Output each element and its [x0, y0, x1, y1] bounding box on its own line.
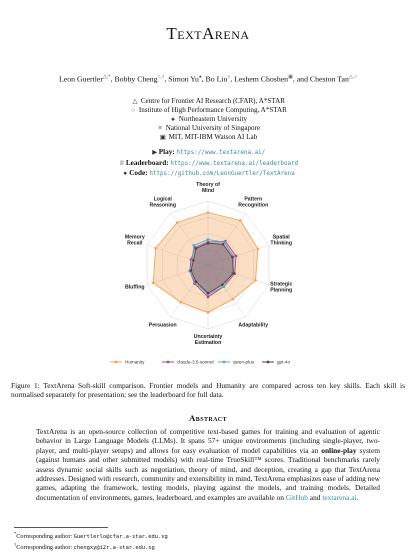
affiliation-text: Northeastern University [178, 115, 248, 124]
mit-ibm-icon: ▣ [159, 134, 166, 142]
legend-label: gpt-4o [277, 359, 291, 365]
ihpc-circle-icon: ○ [131, 107, 136, 115]
footnotes [14, 530, 394, 553]
axis-label-line: Thinking [270, 240, 293, 247]
author-affiliation-marks: △,○ [348, 75, 357, 80]
github-link[interactable]: GitHub [285, 492, 308, 502]
legend-label: qwen-plus [233, 359, 254, 365]
textarena-link[interactable]: textarena.ai [322, 492, 357, 502]
axis-label-line: Recognition [238, 202, 269, 209]
abstract-text-3: and [307, 492, 323, 502]
data-point [223, 241, 226, 244]
axis-label [149, 322, 177, 328]
radar-chart [100, 178, 316, 372]
data-point [239, 219, 242, 222]
affiliation-row [0, 106, 416, 115]
abstract-text-4: . [356, 492, 359, 502]
axis-label-line: Spatial [272, 234, 290, 241]
link-label: Leaderboard: [125, 158, 169, 167]
data-point [232, 298, 235, 301]
footnote-email[interactable]: chengxy@i2r.a-star.edu.sg [73, 545, 155, 552]
axis-label [270, 235, 292, 247]
affiliation-row [0, 133, 416, 142]
author-affiliation-marks: ○,† [157, 75, 165, 80]
play-icon: ▶ [152, 149, 158, 156]
data-point [222, 285, 225, 288]
axis-label [238, 197, 268, 209]
data-point [257, 247, 260, 250]
axis-label-line: Pattern [244, 196, 263, 203]
legend-label: Humanity [125, 359, 145, 365]
abstract-body [36, 427, 380, 502]
figure-caption: Figure 1: TextArena Soft-skill comparison. Frontier models and Humanity are compared across ten key skills. Each skill is normalised separately for presentation; see the leaderboard for full data. [11, 381, 405, 400]
data-point [207, 296, 210, 299]
legend-label: claude-3.5-sonnet [177, 359, 214, 365]
axis-label-line: Persuasion [148, 322, 177, 329]
affiliation-row [0, 115, 416, 124]
affiliation-text: Institute of High Performance Computing, A*STAR [138, 106, 287, 115]
author-affiliation-marks: ♠ [198, 75, 202, 80]
abstract-heading: Abstract [189, 413, 227, 423]
axis-label-line: Memory [124, 234, 145, 241]
github-icon: ● [123, 170, 128, 178]
axis-label-line: Planning [270, 287, 293, 294]
data-point [207, 242, 210, 245]
author-name: Bo Liu [205, 74, 228, 84]
author-name: Bobby Cheng [114, 74, 158, 84]
axis-label-line: Strategic [270, 281, 293, 288]
affiliation-text: Centre for Frontier AI Research (CFAR), A*STAR [140, 97, 285, 105]
data-point [222, 243, 225, 246]
data-point [207, 211, 210, 214]
data-point [154, 247, 157, 250]
data-point [235, 255, 238, 258]
legend-swatch-marker [267, 361, 270, 364]
data-point [254, 279, 257, 282]
legend-swatch-marker [115, 361, 118, 364]
affiliation-row [0, 124, 416, 133]
footnote-row [14, 530, 394, 541]
data-point [176, 221, 179, 224]
data-point [192, 244, 195, 247]
axis-label-line: Theory of [196, 182, 220, 188]
author-separator: , [110, 74, 115, 84]
affiliation-row [0, 97, 416, 106]
axis-label [125, 235, 145, 247]
footnote-row [14, 541, 394, 552]
data-point [195, 280, 198, 283]
northeastern-icon: ♠ [171, 116, 175, 124]
data-point [192, 259, 195, 262]
author-separator: , and [292, 74, 310, 84]
trophy-icon: ♕ [118, 159, 125, 167]
data-point [190, 269, 193, 272]
footnote-email[interactable]: Guertlerlo@cfar.a-star.edu.sg [73, 534, 168, 541]
link-label: Code: [129, 169, 148, 178]
link-url[interactable]: https://www.textarena.ai/leaderboard [170, 160, 299, 167]
link-url[interactable]: https://github.com/LeonGuertler/TextArena [149, 171, 295, 178]
abstract-text-2: system (against humans and other submitted models) with real-time TrueSkill™ scores. Traditional benchmarks rarely assess dynamic social skills such as negotiation, theory of mind, and deception, creating a gap that TextArena addresses. Designed with research, community and extensibility in mind, TextArena emphasizes ease of adding new games, adapting the framework, testing models, playing against the models, and training models. Detailed documentation of environments, games, leaderboard, and examples are available on [36, 445, 380, 502]
data-point [207, 238, 210, 241]
radar-chart-svg [100, 178, 316, 372]
axis-label-line: Estimation [194, 340, 222, 346]
data-point [207, 311, 210, 314]
paper-title: TextArena [166, 24, 250, 43]
axis-label-line: Adaptability [238, 322, 269, 329]
axis-label-line: Bluffing [124, 284, 145, 291]
axis-label-line: Mind [201, 188, 215, 194]
axis-label [149, 197, 176, 209]
author-name: Leon Guertler [59, 74, 103, 84]
link-row [0, 159, 416, 170]
author-separator: , [164, 74, 169, 84]
author-separator: , [201, 74, 206, 84]
author-affiliation-marks: ≡ [227, 75, 231, 80]
axis-label [270, 281, 292, 293]
data-point [231, 256, 234, 259]
footnote-mark: † [14, 542, 17, 548]
link-url[interactable]: https://www.textarena.ai/ [176, 150, 266, 156]
project-links [0, 148, 416, 180]
footnote-divider [14, 527, 108, 528]
nus-icon: ≡ [158, 125, 162, 133]
axis-label [196, 182, 220, 194]
data-point [221, 283, 224, 286]
cfar-triangle-icon: △ [132, 98, 138, 105]
data-point [180, 301, 183, 304]
data-point [195, 247, 198, 250]
axis-label-line: Reasoning [149, 202, 177, 209]
author-name: Leshem Choshen [234, 74, 289, 84]
affiliation-text: National University of Singapore [165, 124, 261, 133]
data-point [152, 281, 155, 284]
axis-label-line: Uncertainty [193, 334, 223, 340]
axis-label [125, 284, 145, 290]
footnote-label: Corresponding author: [16, 544, 74, 552]
author-separator: , [230, 74, 235, 84]
footnote-mark: * [14, 531, 17, 536]
abstract-text-1: TextArena is an open-source collection of competitive text-based games for training and evaluation of agentic behavior in Large Language Models (LLMs). It spans 57+ unique environments (including single-player, two-player, and multi-player setups) and allows for easy evaluation of model capabilities via an [36, 427, 380, 455]
link-label: Play: [158, 148, 175, 156]
author-name: Simon Yu [168, 74, 199, 84]
author-name: Cheston Tan [309, 74, 349, 84]
data-point [232, 272, 235, 275]
data-point [207, 292, 210, 295]
legend-swatch-marker [167, 361, 170, 364]
affiliation-list [0, 97, 416, 142]
legend-swatch-marker [223, 361, 226, 364]
author-affiliation-marks: ▣ [288, 75, 293, 80]
axis-label [194, 334, 223, 346]
affiliation-text: MIT, MIT-IBM Watson AI Lab [168, 133, 258, 142]
abstract-bold-online-play: online-play [321, 445, 357, 455]
author-affiliation-marks: △,* [102, 75, 111, 80]
axis-label-line: Recall [127, 240, 143, 247]
link-row [0, 148, 416, 159]
footnote-label: Corresponding author: [16, 533, 74, 541]
axis-label [238, 322, 268, 328]
author-list [14, 73, 402, 85]
axis-label-line: Logical [153, 196, 172, 203]
